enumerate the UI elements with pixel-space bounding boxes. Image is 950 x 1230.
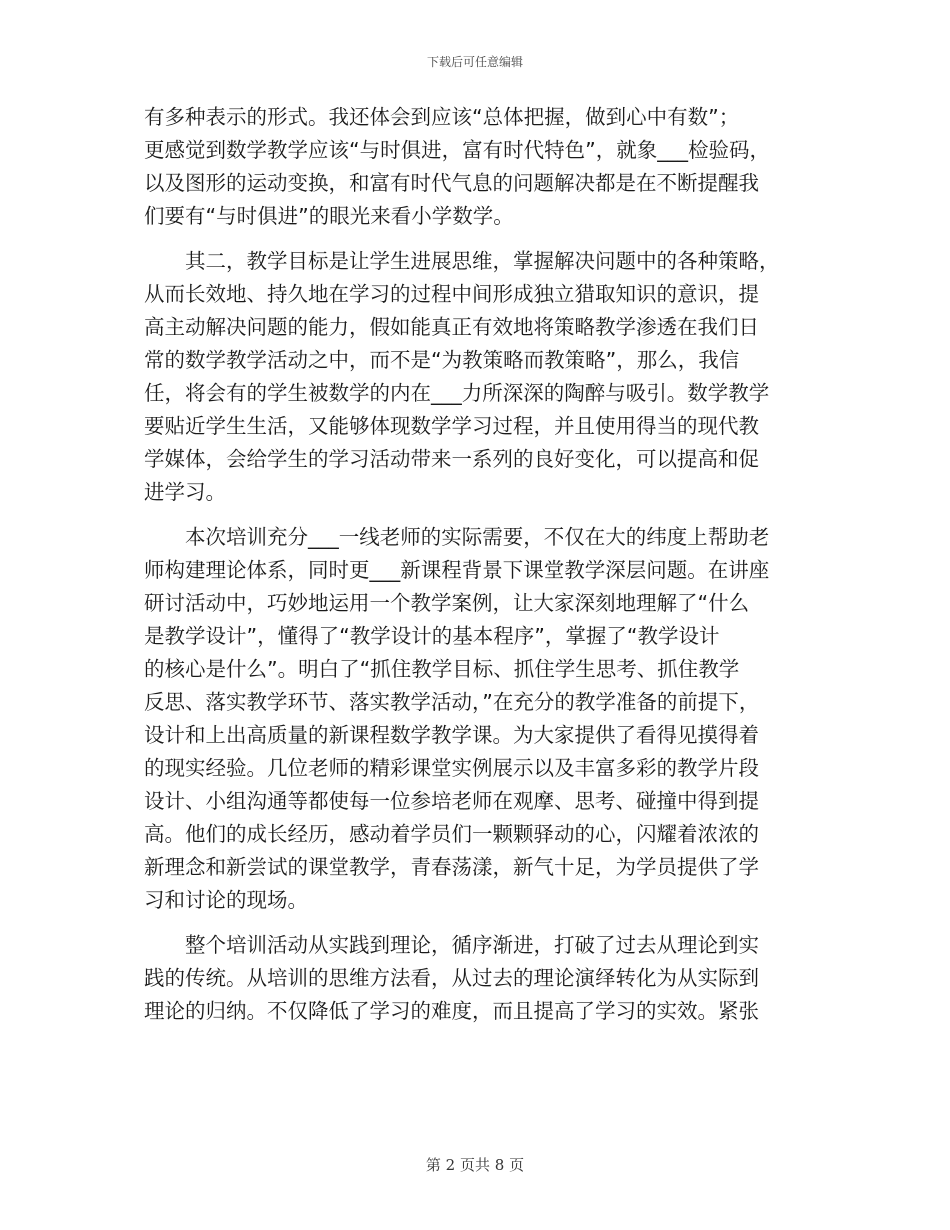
text-line: 是教学设计”，懂得了“教学设计的基本程序”，掌握了“教学设计 (144, 624, 720, 648)
text-line: 习和讨论的现场。 (144, 888, 308, 912)
text-line: 从而长效地、持久地在学习的过程中间形成独立猎取知识的意识，提 (144, 282, 759, 306)
text-line: 的核心是什么”。明白了“抓住教学目标、抓住学生思考、抓住教学 (144, 657, 740, 681)
text-line: 高主动解决问题的能力，假如能真正有效地将策略教学渗透在我们日 (144, 315, 759, 339)
text-line: 学媒体，会给学生的学习活动带来一系列的良好变化，可以提高和促 (144, 447, 759, 471)
text-line: 要贴近学生生活，又能够体现数学学习过程，并且使用得当的现代教 (144, 414, 759, 438)
text-line: 设计和上出高质量的新课程数学教学课。为大家提供了看得见摸得着 (144, 723, 759, 747)
text-line: 研讨活动中，巧妙地运用一个教学案例，让大家深刻地理解了“什么 (144, 591, 750, 615)
paragraph-gap (144, 233, 814, 245)
document-body (144, 101, 814, 1028)
text-line: 高。他们的成长经历，感动着学员们一颗颗驿动的心，闪耀着浓浓的 (144, 822, 759, 846)
text-line: 以及图形的运动变换，和富有时代气息的问题解决都是在不断提醒我 (144, 171, 759, 195)
text-line: 更感觉到数学教学应该“与时俱进，富有时代特色”，就象___检验码， (144, 138, 770, 162)
paragraph (144, 929, 814, 1028)
paragraph (144, 521, 814, 917)
paragraph-gap (144, 509, 814, 521)
page-header: 下载后可任意编辑 (426, 55, 523, 69)
text-line: 师构建理论体系，同时更___新课程背景下课堂教学深层问题。在讲座 (144, 558, 770, 582)
paragraph (144, 101, 814, 233)
text-line: 进学习。 (144, 480, 226, 504)
text-line: 常的数学教学活动之中，而不是“为教策略而教策略”，那么，我信 (144, 348, 740, 372)
text-line: 理论的归纳。不仅降低了学习的难度，而且提高了学习的实效。紧张 (144, 999, 759, 1023)
page-number-footer: 第 2 页共 8 页 (425, 1156, 525, 1174)
paragraph-gap (144, 917, 814, 929)
text-line: 践的传统。从培训的思维方法看，从过去的理论演绎转化为从实际到 (144, 966, 759, 990)
text-line: 本次培训充分___一线老师的实际需要，不仅在大的纬度上帮助老 (144, 525, 770, 549)
text-line: 任，将会有的学生被数学的内在___力所深深的陶醉与吸引。数学教学 (144, 381, 770, 405)
paragraph (144, 245, 814, 509)
text-line: 的现实经验。几位老师的精彩课堂实例展示以及丰富多彩的教学片段 (144, 756, 759, 780)
text-line: 反思、落实教学环节、落实教学活动，”在充分的教学准备的前提下， (144, 690, 760, 714)
text-line: 新理念和新尝试的课堂教学，青春荡漾，新气十足，为学员提供了学 (144, 855, 759, 879)
text-line: 们要有“与时俱进”的眼光来看小学数学。 (144, 204, 514, 228)
text-line: 其二，教学目标是让学生进展思维，掌握解决问题中的各种策略， (144, 249, 780, 273)
text-line: 设计、小组沟通等都使每一位参培老师在观摩、思考、碰撞中得到提 (144, 789, 759, 813)
text-line: 整个培训活动从实践到理论，循序渐进，打破了过去从理论到实 (144, 933, 759, 957)
text-line: 有多种表示的形式。我还体会到应该“总体把握，做到心中有数”； (144, 105, 740, 129)
